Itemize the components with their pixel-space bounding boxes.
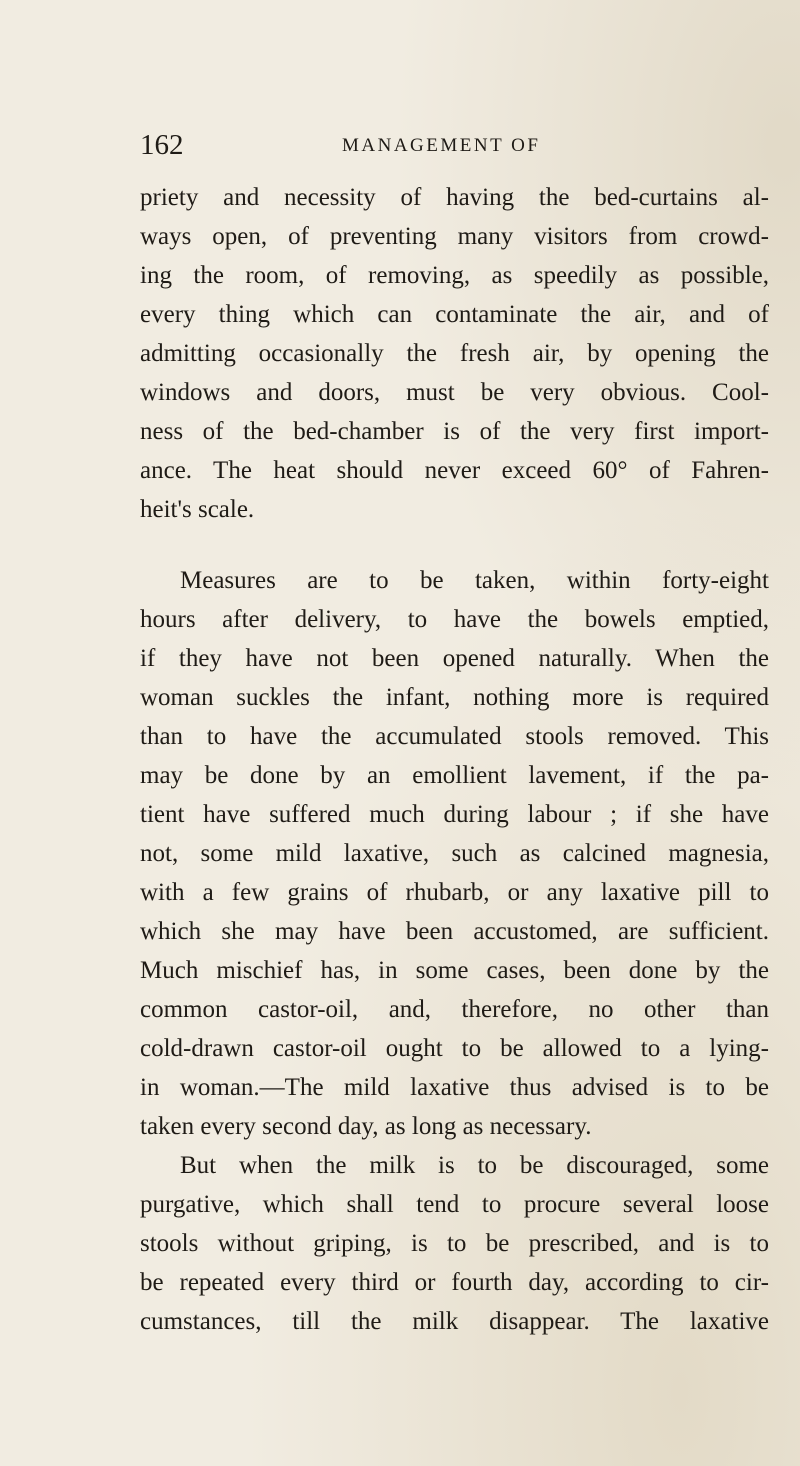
text-line: cold-drawn castor-oil ought to be allowed to a lying- <box>140 1035 769 1062</box>
text-line: if they have not been opened naturally. When the <box>140 645 769 672</box>
running-head: MANAGEMENT OF <box>342 135 541 156</box>
text-line: ways open, of preventing many visitors from crowd- <box>140 223 769 250</box>
text-line: woman suckles the infant, nothing more is required <box>140 684 769 711</box>
text-line: stools without griping, is to be prescribed, and is to <box>140 1230 769 1257</box>
text-line: with a few grains of rhubarb, or any laxative pill to <box>140 879 769 906</box>
text-line: not, some mild laxative, such as calcined magnesia, <box>140 840 769 867</box>
text-line: hours after delivery, to have the bowels emptied, <box>140 606 769 633</box>
text-line: in woman.—The mild laxative thus advised is to be <box>140 1074 769 1101</box>
text-line: may be done by an emollient lavement, if the pa- <box>140 762 769 789</box>
text-line: tient have suffered much during labour ; if she have <box>140 801 769 828</box>
text-line: But when the milk is to be discouraged, some <box>180 1152 769 1179</box>
text-line: be repeated every third or fourth day, according to cir- <box>140 1269 769 1296</box>
text-line: windows and doors, must be very obvious. Cool- <box>140 379 769 406</box>
text-line: priety and necessity of having the bed-curtains al- <box>140 184 769 211</box>
page-number: 162 <box>140 129 184 161</box>
body-text <box>140 178 769 1341</box>
text-line: which she may have been accustomed, are sufficient. <box>140 918 769 945</box>
text-line: every thing which can contaminate the air, and of <box>140 301 769 328</box>
page-header <box>140 128 660 162</box>
text-line: Much mischief has, in some cases, been done by the <box>140 957 769 984</box>
paragraph <box>140 1146 769 1341</box>
text-line: common castor-oil, and, therefore, no other than <box>140 996 769 1023</box>
text-line: heit's scale. <box>140 496 255 523</box>
text-line: ing the room, of removing, as speedily as possible, <box>140 262 769 289</box>
text-line: purgative, which shall tend to procure several loose <box>140 1191 769 1218</box>
text-line: cumstances, till the milk disappear. The laxative <box>140 1308 769 1335</box>
text-line: taken every second day, as long as necessary. <box>140 1113 592 1140</box>
text-line: ness of the bed-chamber is of the very first import- <box>140 418 769 445</box>
text-line: Measures are to be taken, within forty-eight <box>180 567 769 594</box>
text-line: ance. The heat should never exceed 60° of Fahren- <box>140 457 769 484</box>
paragraph <box>140 561 769 1146</box>
text-line: admitting occasionally the fresh air, by opening the <box>140 340 769 367</box>
paragraph-gap <box>140 529 769 561</box>
text-line: than to have the accumulated stools removed. This <box>140 723 769 750</box>
paragraph <box>140 178 769 529</box>
